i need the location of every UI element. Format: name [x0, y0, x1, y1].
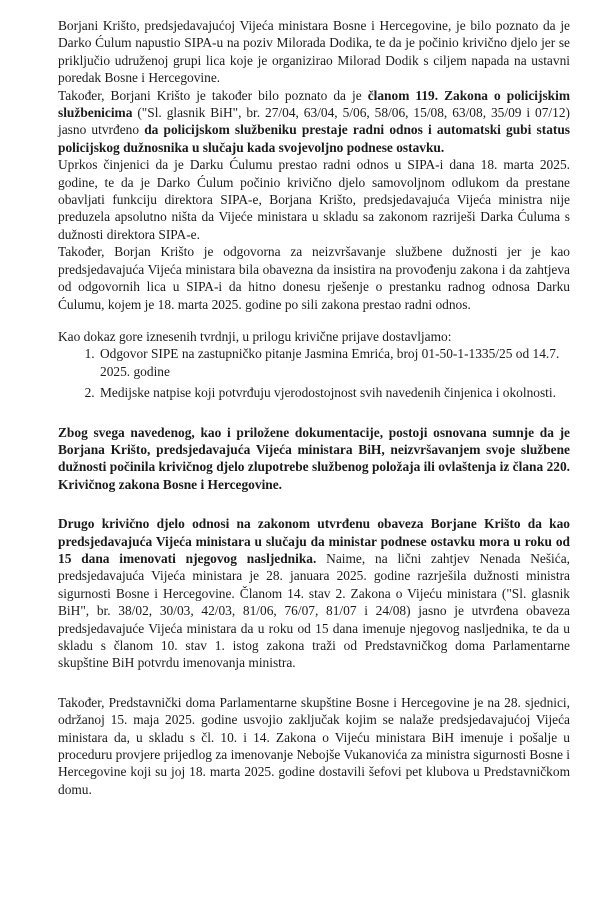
paragraph-second-offense	[58, 515, 570, 672]
evidence-intro: Kao dokaz gore iznesenih tvrdnji, u prilogu krivične prijave dostavljamo:	[58, 328, 452, 344]
text: ("Sl. glasnik BiH", br. 27/04, 63/04, 5/06, 58/06, 15/08, 63/08, 35/09 i 07/12) jasno utvrđeno	[58, 105, 570, 138]
paragraph-parliament-conclusion: Također, Predstavnički doma Parlamentarne skupštine Bosne i Hercegovine je na 28. sjednici, održanoj 15. maja 2025. godine usvojio zaključak kojim se nalaže predsjedavajućoj Vijeća ministara da, u skladu s čl. 10. i 14. Zakona o Vijeću ministara BiH imenuje i pošalje u proceduru provjere prijedlog za imenovanje Nebojše Vukanovića za ministra sigurnosti Bosne i Hercegovine koji su joj 18. marta 2025. godine dostavili šefovi pet klubova u Predstavničkom domu.	[58, 694, 570, 797]
text: Naime, na lični zahtjev Nenada Nešića, predsjedavajuća Vijeća ministara je 28. januara 2025. godine razrješila dužnosti ministra sigurnosti Bosne i Hercegovine. Članom 14. stav 2. Zakona o Vijeću ministara ("Sl. glasnik BiH", br. 38/02, 30/03, 42/03, 81/06, 76/07, 81/07 i 24/08) jasno je utvrđena obaveza predsjedavajuće Vijeća ministara da u roku od 15 dana imenuje njegovog nasljednika, te da u skladu s članom 10. stav 1. istog zakona traži od Predstavničkog doma Parlamentarne skupštine BiH potvrdu imenovanja ministra.	[58, 550, 570, 671]
evidence-list	[58, 345, 570, 401]
text: Također, Borjani Krišto je također bilo poznato da je	[58, 87, 368, 103]
paragraph-police-law	[58, 87, 570, 157]
bold-law-reference: članom 119. Zakona o policijskim službenicima	[58, 87, 570, 121]
list-item: 1. Odgovor SIPE na zastupničko pitanje Jasmina Emrića, broj 01-50-1-1335/25 od 14.7. 2025. godine	[98, 345, 570, 380]
bold-resignation-rule: da policijskom službeniku prestaje radni odnos i automatski gubi status policijskog dužnosnika u slučaju kada svojevoljno podnese ostavku.	[58, 122, 571, 155]
list-item: 2. Medijske natpise koji potvrđuju vjerodostojnost svih navedenih činjenica i okolnosti.	[98, 384, 570, 401]
conclusion-paragraph: Zbog svega navedenog, kao i priložene dokumentacije, postoji osnovana sumnje da je Borjana Krišto, predsjedavajuća Vijeća ministara BiH, neizvršavanjem svoje službene dužnosti počinila krivičnog djelo zlupotrebe službenog položaja ili ovlaštenja iz člana 220. Krivičnog zakona Bosne i Hercegovine.	[58, 424, 570, 492]
paragraph-dodik-group: Borjani Krišto, predsjedavajućoj Vijeća ministara Bosne i Hercegovine, je bilo poznato da je Darko Ćulum napustio SIPA-u na poziv Milorada Dodika, te da je počinio krivično djelo jer se priključio udruženoj grupi lica koje je organizirao Milorad Dodik s ciljem napada na ustavni poredak Bosne i Hercegovine.	[58, 18, 570, 86]
bold-second-offense: Drugo krivično djelo odnosi na zakonom utvrđenu obaveza Borjane Krišto da kao predsjedavajuća Vijeća ministara u slučaju da ministar podnese ostavku mora u roku od 15 dana imenovati njegovog nasljednika.	[58, 516, 570, 566]
paragraph-inaction: Uprkos činjenici da je Darku Ćulumu prestao radni odnos u SIPA-i dana 18. marta 2025. godine, te da je Darko Ćulum počinio krivično djelo samovoljnom odlukom da prestane obavljati funkciju direktora SIPA-e, Borjana Krišto, predsjedavajuća Vijeća ministra nije preduzela apsolutno ništa da Vijeće ministara u skladu sa zakonom razriješi Darka Ćuluma s dužnosti direktora SIPA-e.	[58, 157, 570, 242]
paragraph-responsibility: Također, Borjan Krišto je odgovorna za neizvršavanje službene dužnosti jer je kao predsjedavajuća Vijeća ministara bila obavezna da insistira na provođenju zakona i da zahtjeva od odgovornih lica u SIPA-i da hitno donesu rješenje o prestanku radnog odnosa Darku Ćulumu, kojem je 18. marta 2025. godine po sili zakona prestao radni odnos.	[58, 244, 570, 312]
document-page	[58, 17, 570, 798]
